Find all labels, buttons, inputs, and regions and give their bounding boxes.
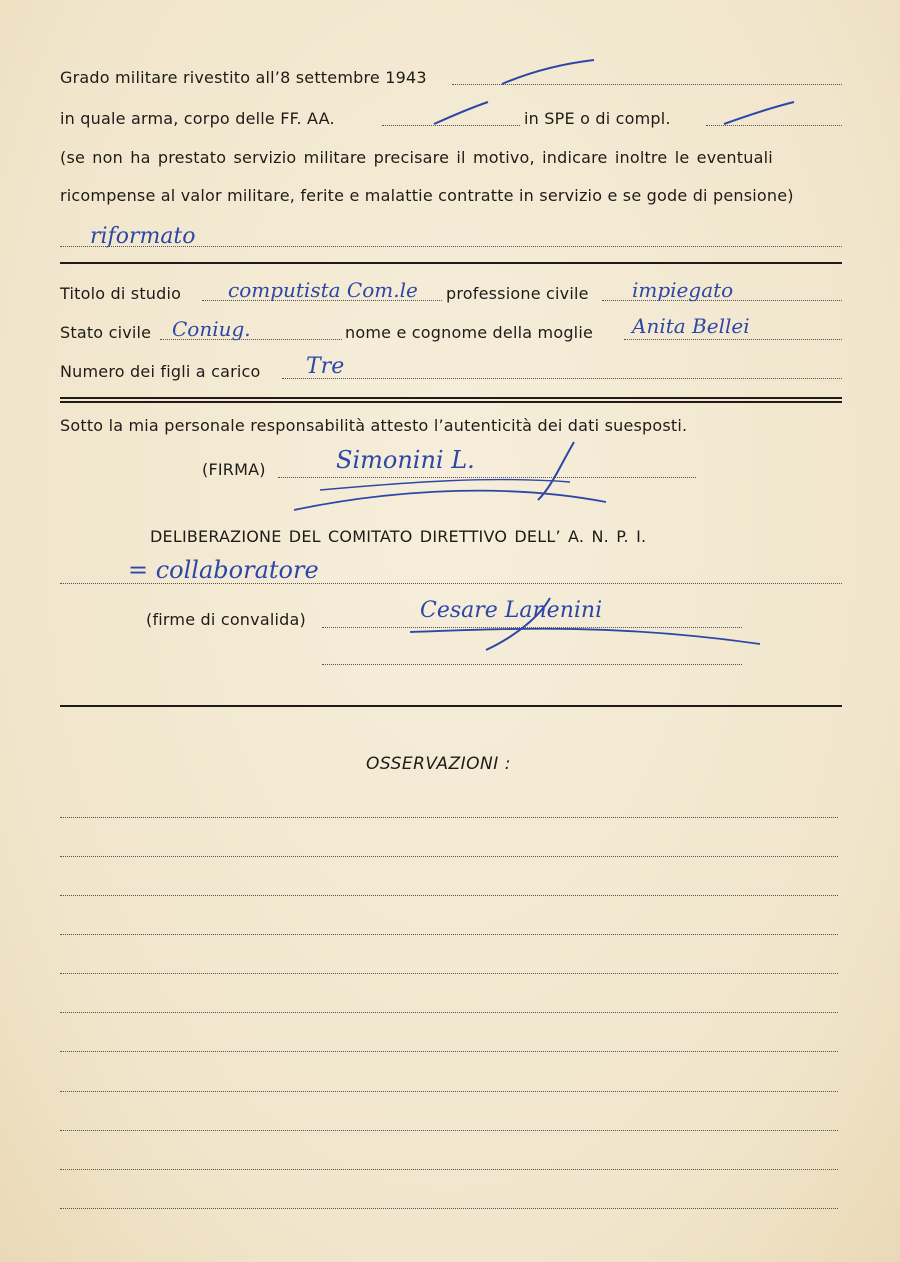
military-note-line1: (se non ha prestato servizio militare precisare il motivo, indicare inoltre le eventuali xyxy=(60,148,773,167)
validation-field-2[interactable] xyxy=(322,664,742,665)
observation-line[interactable] xyxy=(60,817,838,818)
observation-line[interactable] xyxy=(60,1208,838,1209)
observation-line[interactable] xyxy=(60,895,838,896)
reason-value: riformato xyxy=(90,224,196,249)
branch-dash-stroke xyxy=(432,100,492,130)
validation-signature: Cesare Lanenini xyxy=(420,598,603,623)
study-label: Titolo di studio xyxy=(60,284,182,303)
spe-dash-stroke xyxy=(722,100,798,130)
validation-flourish xyxy=(400,596,770,656)
rank-dash-stroke xyxy=(500,56,600,96)
section-divider-2a xyxy=(60,397,842,399)
observation-line[interactable] xyxy=(60,934,838,935)
declaration-text: Sotto la mia personale responsabilità attesto l’autenticità dei dati suesposti. xyxy=(60,416,688,435)
wife-label: nome e cognome della moglie xyxy=(345,323,594,342)
observation-line[interactable] xyxy=(60,1169,838,1170)
wife-value: Anita Bellei xyxy=(632,314,750,338)
observation-line[interactable] xyxy=(60,1051,838,1052)
observations-title: OSSERVAZIONI : xyxy=(366,754,511,774)
study-value: computista Com.le xyxy=(228,278,418,302)
status-value: Coniug. xyxy=(172,317,251,341)
rank-label: Grado militare rivestito all’8 settembre 1943 xyxy=(60,68,427,87)
wife-field[interactable] xyxy=(624,339,842,340)
section-divider-2b xyxy=(60,401,842,403)
committee-title: DELIBERAZIONE DEL COMITATO DIRETTIVO DELL’ A. N. P. I. xyxy=(150,527,647,546)
observation-line[interactable] xyxy=(60,973,838,974)
observation-line[interactable] xyxy=(60,1091,838,1092)
profession-value: impiegato xyxy=(632,278,734,302)
branch-label: in quale arma, corpo delle FF. AA. xyxy=(60,109,335,128)
section-divider-3 xyxy=(60,705,842,707)
observation-line[interactable] xyxy=(60,1012,838,1013)
signature-flourish xyxy=(290,436,620,526)
spe-label: in SPE o di compl. xyxy=(524,109,671,128)
children-field[interactable] xyxy=(282,378,842,379)
section-divider-1 xyxy=(60,262,842,264)
signature-label: (FIRMA) xyxy=(202,460,266,479)
observation-line[interactable] xyxy=(60,856,838,857)
children-label: Numero dei figli a carico xyxy=(60,362,261,381)
decision-value: = collaboratore xyxy=(128,556,319,584)
signature-value: Simonini L. xyxy=(336,446,475,474)
status-label: Stato civile xyxy=(60,323,152,342)
profession-label: professione civile xyxy=(446,284,589,303)
validation-label: (firme di convalida) xyxy=(146,610,306,629)
children-value: Tre xyxy=(306,354,345,379)
military-note-line2: ricompense al valor militare, ferite e malattie contratte in servizio e se gode di pensione) xyxy=(60,186,794,205)
observation-line[interactable] xyxy=(60,1130,838,1131)
